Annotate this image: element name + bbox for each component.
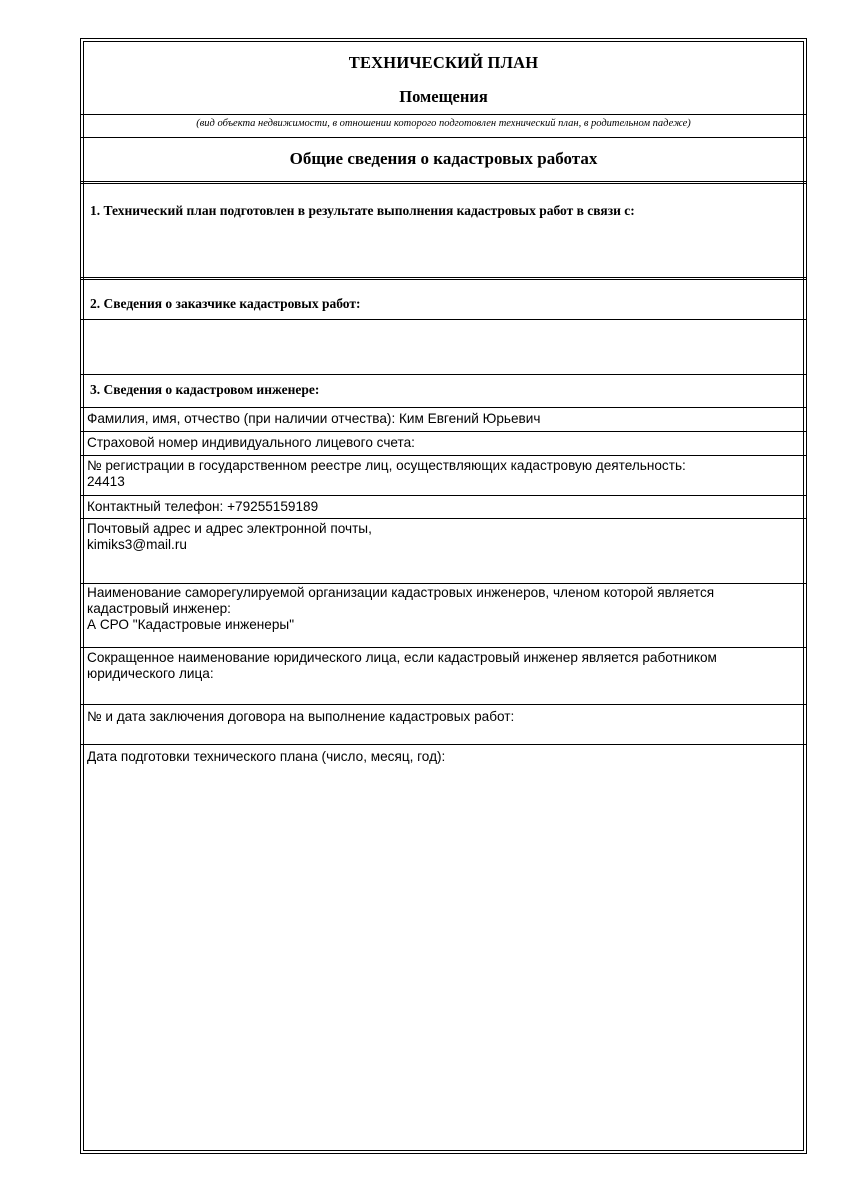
item-2-value-row: [81, 320, 806, 375]
prep-date-label: Дата подготовки технического плана (число, месяц, год):: [87, 749, 446, 764]
item-3-label: 3. Сведения о кадастровом инженере:: [90, 382, 320, 397]
engineer-snils: Страховой номер индивидуального лицевого счета:: [87, 435, 415, 450]
employer-line2: юридического лица:: [87, 666, 214, 681]
item-3-row: [81, 375, 806, 408]
engineer-sro-row: [81, 584, 806, 648]
document-title: ТЕХНИЧЕСКИЙ ПЛАН: [348, 53, 539, 72]
contract-row: [81, 705, 806, 745]
document-frame: [80, 38, 807, 1154]
engineer-full-name: Фамилия, имя, отчество (при наличии отчества): Ким Евгений Юрьевич: [87, 411, 541, 426]
engineer-employer-row: [81, 648, 806, 705]
engineer-registry: [87, 458, 798, 490]
item-2-label: 2. Сведения о заказчике кадастровых работ:: [90, 296, 361, 311]
engineer-name-row: [81, 408, 806, 432]
contract-label: № и дата заключения договора на выполнение кадастровых работ:: [87, 709, 515, 724]
employer-line1: Сокращенное наименование юридического лица, если кадастровый инженер является работником: [87, 650, 717, 665]
object-type-hint: (вид объекта недвижимости, в отношении которого подготовлен технический план, в родительном падеже): [196, 118, 691, 129]
engineer-phone: Контактный телефон: +79255159189: [87, 499, 319, 514]
engineer-sro: [87, 585, 798, 633]
engineer-address-row: [81, 519, 806, 584]
item-1-label: 1. Технический план подготовлен в результате выполнения кадастровых работ в связи с:: [90, 203, 635, 218]
engineer-registry-row: [81, 456, 806, 496]
object-type-hint-row: [81, 115, 806, 138]
sro-label-line2: кадастровый инженер:: [87, 601, 231, 616]
sro-label-line1: Наименование саморегулируемой организации кадастровых инженеров, членом которой является: [87, 585, 715, 600]
engineer-phone-row: [81, 496, 806, 519]
registry-label: № регистрации в государственном реестре лиц, осуществляющих кадастровую деятельность:: [87, 458, 686, 473]
object-type: Помещения: [399, 87, 488, 106]
prep-date-row: [81, 745, 806, 1153]
registry-value: 24413: [87, 474, 125, 489]
sro-value: А СРО "Кадастровые инженеры": [87, 617, 295, 632]
engineer-snils-row: [81, 432, 806, 456]
engineer-employer: [87, 650, 798, 682]
title-block: [81, 39, 806, 115]
section-title: Общие сведения о кадастровых работах: [289, 149, 598, 168]
address-label: Почтовый адрес и адрес электронной почты,: [87, 521, 372, 536]
item-2-row: [81, 280, 806, 320]
item-1-row: [81, 184, 806, 280]
section-title-row: [81, 138, 806, 184]
engineer-address: [87, 521, 798, 553]
engineer-email: kimiks3@mail.ru: [87, 537, 187, 552]
